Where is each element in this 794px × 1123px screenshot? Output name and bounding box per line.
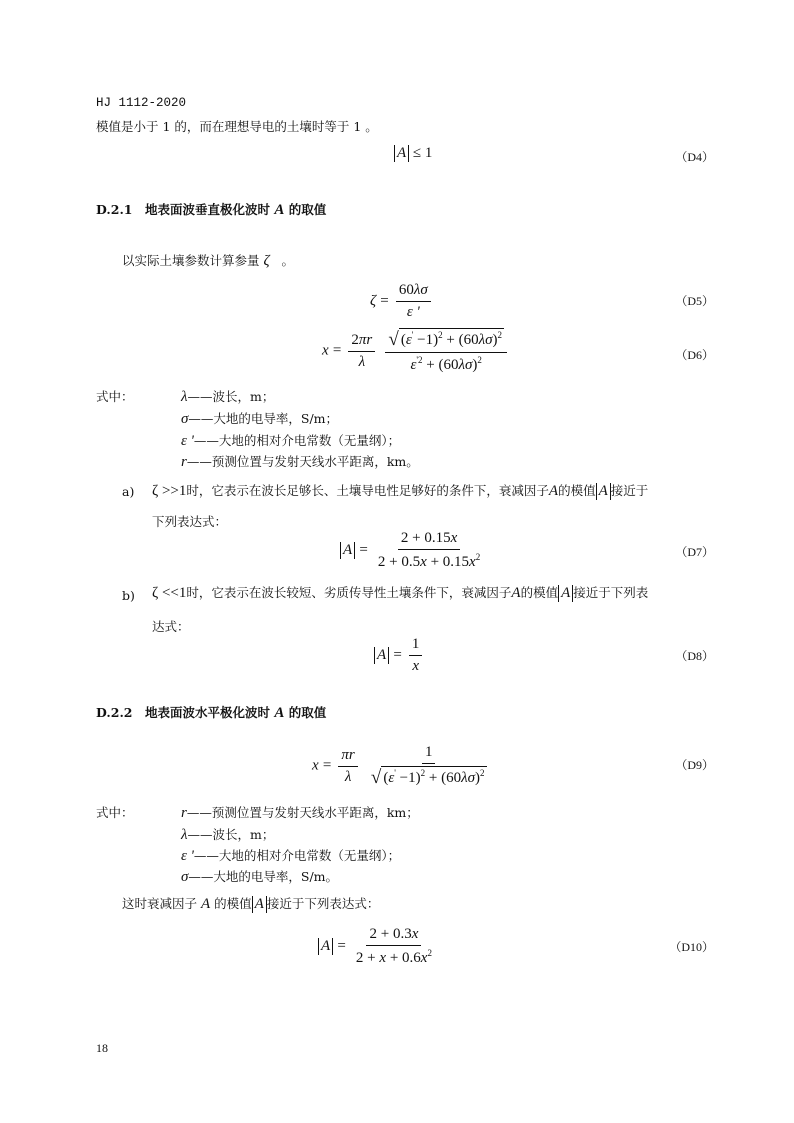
var-row: λ——波长，m； <box>181 389 275 405</box>
var-row: σ——大地的电导率，S/m； <box>181 411 339 427</box>
calc-param-text: 以实际土壤参数计算参量 ζ 。 <box>122 253 295 269</box>
document-code: HJ 1112-2020 <box>96 96 187 110</box>
section-heading-d21: D.2.1 地表面波垂直极化波时 A 的取值 <box>96 202 327 218</box>
var-row: r——预测位置与发射天线水平距离，km。 <box>181 454 419 470</box>
var-row: r——预测位置与发射天线水平距离，km； <box>181 805 419 821</box>
case-b-text-cont: 达式： <box>152 619 190 634</box>
case-b-text: ζ <<1时，它表示在波长较短、劣质传导性土壤条件下，衰减因子A的模值 A 接近于下列表 <box>152 585 649 601</box>
equation-label-d6: （D6） <box>675 348 714 362</box>
equation-d8: A = $\frac{1}{x}$ <box>374 636 425 675</box>
equation-d4: A ≤ 1 <box>394 145 432 162</box>
where-label: 式中： <box>96 805 134 820</box>
equation-label-d10: （D10） <box>669 940 714 954</box>
equation-d6: x = $\frac{2\pi r}{\lambda}$ √ $(\varepsilon' -1)^2 + (60\lambda\sigma)^2$ $\varepsilon^{'2} + (60\lambda\sigma)^2$ <box>322 328 510 374</box>
equation-d7: A = $\frac{2 + 0.15x}{2 + 0.5x + 0.15x^2}$ <box>340 530 486 571</box>
equation-d5: ζ = $\frac{60\lambda\sigma}{\varepsilon '}$ <box>370 282 434 321</box>
case-a-label: a) <box>122 484 135 499</box>
var-row: λ——波长，m； <box>181 827 275 843</box>
var-row: ε '——大地的相对介电常数（无量纲）； <box>181 848 401 864</box>
equation-label-d7: （D7） <box>675 545 714 559</box>
intro-text: 模值是小于 1 的，而在理想导电的土壤时等于 1 。 <box>96 119 378 134</box>
var-row: σ——大地的电导率，S/m。 <box>181 869 339 885</box>
case-b-label: b) <box>122 588 135 603</box>
where-label: 式中： <box>96 389 134 404</box>
case-a-text-cont: 下列表达式： <box>152 514 228 529</box>
equation-label-d5: （D5） <box>675 294 714 308</box>
case-a-text: ζ >>1时，它表示在波长足够长、土壤导电性足够好的条件下，衰减因子A的模值 A 接近于 <box>152 483 649 499</box>
equation-label-d4: （D4） <box>675 150 714 164</box>
equation-d10: A = $\frac{2 + 0.3x}{2 + x + 0.6x^2}$ <box>318 926 438 967</box>
var-row: ε '——大地的相对介电常数（无量纲）； <box>181 433 401 449</box>
equation-label-d8: （D8） <box>675 649 714 663</box>
page-number: 18 <box>96 1041 108 1055</box>
section-heading-d22: D.2.2 地表面波水平极化波时 A 的取值 <box>96 705 327 721</box>
final-text: 这时衰减因子 A 的模值 A 接近于下列表达式： <box>122 896 380 912</box>
equation-d9: x = $\frac{\pi r}{\lambda}$ 1 √ $(\varepsilon' -1)^2 + (60\lambda\sigma)^2$ <box>312 744 485 788</box>
equation-label-d9: （D9） <box>675 758 714 772</box>
